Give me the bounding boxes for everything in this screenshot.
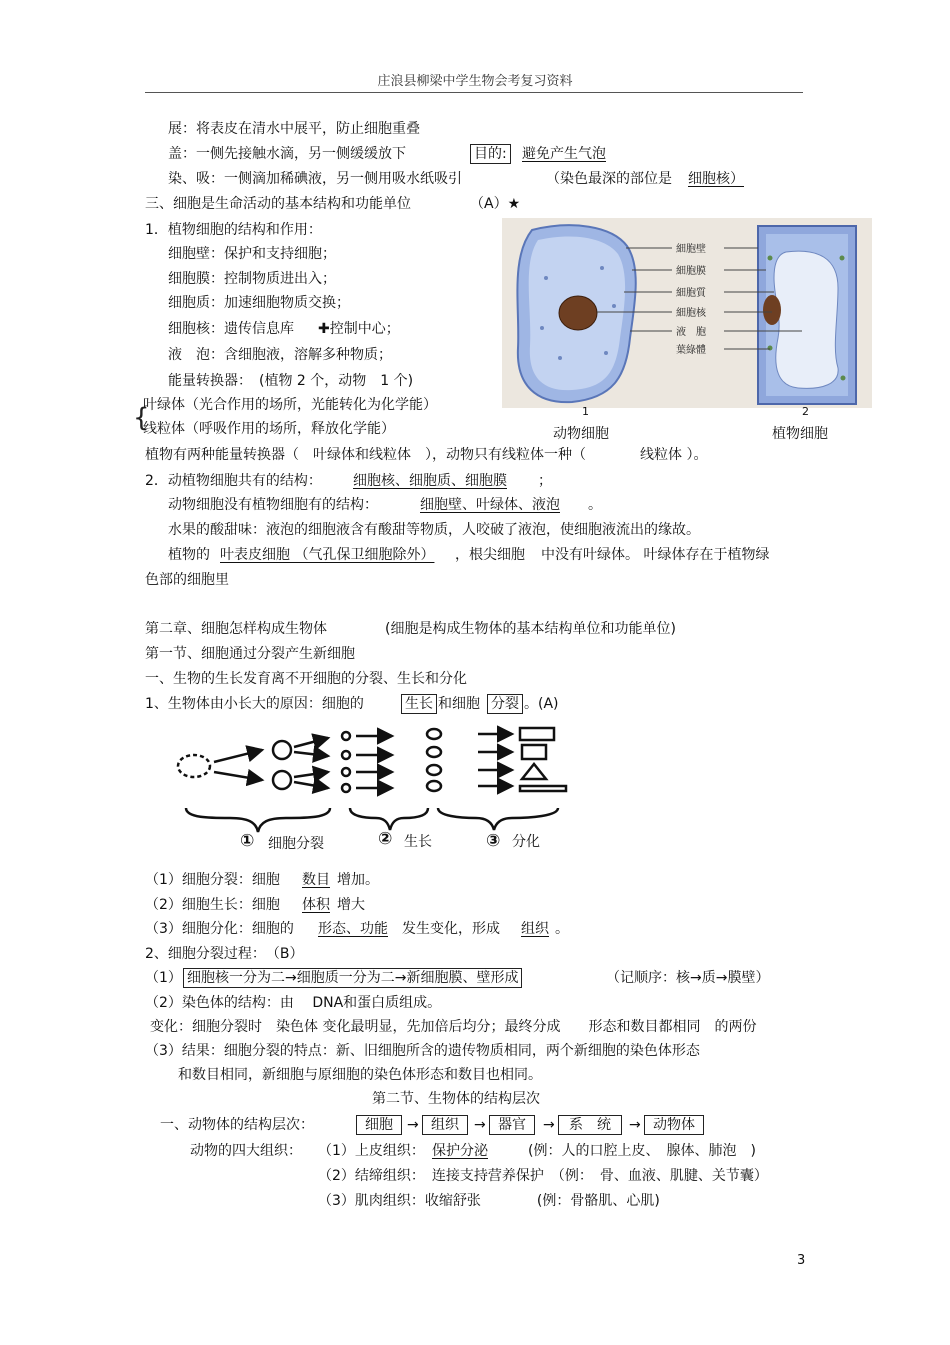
level-arrow-icon: → xyxy=(407,1117,419,1133)
purpose-box: 目的: xyxy=(470,144,511,164)
step-number-3: ③ xyxy=(486,831,501,851)
leaf-line-e: 色部的细胞里 xyxy=(145,572,229,588)
leaf-line-a: 植物的 xyxy=(168,547,210,563)
chloroplast-dot xyxy=(768,346,773,351)
diff-def-c: 发生变化，形成 xyxy=(402,921,500,937)
chloroplast-dot xyxy=(841,376,846,381)
chloroplast-dot xyxy=(768,256,773,261)
four-tissues-heading: 动物的四大组织： xyxy=(190,1143,302,1159)
brace-growth xyxy=(350,808,428,830)
chapter-note: (细胞是构成生物体的基本结构单位和功能单位) xyxy=(385,621,676,637)
division-box: 分裂 xyxy=(487,694,523,714)
organelle-dot xyxy=(612,304,616,308)
figure-label-membrane: 細胞膜 xyxy=(676,266,706,277)
plant-converters-line: 植物有两种能量转换器（ 叶绿体和线粒体 ），动物只有线粒体一种（ xyxy=(145,447,586,463)
chromosome-change: 变化：细胞分裂时 染色体 变化最明显，先加倍后均分；最终分成 形态和数目都相同 的两份 xyxy=(150,1019,757,1035)
grown-cell xyxy=(427,747,441,757)
diff-def-d: 组织 xyxy=(521,921,549,937)
shared-structures-label: 2．动植物细胞共有的结构： xyxy=(145,473,322,489)
chapter-title: 第二章、细胞怎样构成生物体 xyxy=(145,621,327,637)
cell-figure xyxy=(502,218,872,408)
organelle-dot xyxy=(544,276,548,280)
growth-reason-a: 1、生物体由小长大的原因：细胞的 xyxy=(145,696,364,712)
plant-only-answer: 细胞壁、叶绿体、液泡 xyxy=(420,497,560,513)
step-spread: 展：将表皮在清水中展平，防止细胞重叠 xyxy=(168,121,420,137)
growth-intro: 一、生物的生长发育离不开细胞的分裂、生长和分化 xyxy=(145,671,467,687)
level-arrow-icon: → xyxy=(474,1117,486,1133)
small-cell xyxy=(342,768,350,776)
muscle-tissue-line: （3）肌肉组织：收缩舒张 (例：骨骼肌、心肌) xyxy=(318,1193,660,1209)
growth-def-a: （2）细胞生长：细胞 xyxy=(145,897,280,913)
step-number-1: ① xyxy=(240,831,255,851)
diagram-label-differentiation: 分化 xyxy=(512,834,540,850)
diagram-label-growth: 生长 xyxy=(404,834,432,850)
division-def-a: （1）细胞分裂：细胞 xyxy=(145,872,280,888)
step-cover: 盖：一侧先接触水滴，另一侧缓缓放下 xyxy=(168,146,406,162)
split-arrow xyxy=(294,752,328,756)
tissue-bar xyxy=(520,786,566,791)
page-header: 庄浪县柳梁中学生物会考复习资料 xyxy=(377,74,573,89)
level-system: 系 统 xyxy=(558,1115,622,1135)
plant-only-end: 。 xyxy=(588,497,602,513)
leaf-line-c: ，根尖细胞 xyxy=(455,547,525,563)
figure-number-2: 2 xyxy=(802,405,809,418)
cell-wall-line: 细胞壁：保护和支持细胞； xyxy=(168,246,336,262)
chromosome-structure: （2）染色体的结构：由 DNA和蛋白质组成。 xyxy=(145,995,442,1011)
division-def-c: 增加。 xyxy=(337,872,379,888)
figure-label-wall: 細胞壁 xyxy=(676,244,706,255)
chloroplast-dot xyxy=(840,256,845,261)
result-line-2: 和数目相同，新细胞与原细胞的染色体形态和数目也相同。 xyxy=(178,1067,542,1083)
level-tissue: 组织 xyxy=(422,1115,468,1135)
figure-label-chloroplast: 葉綠體 xyxy=(676,345,706,356)
organelle-dot xyxy=(540,326,544,330)
page-number: 3 xyxy=(797,1253,806,1268)
brace-icon: { xyxy=(133,403,150,433)
header-rule xyxy=(145,92,803,93)
division-process-heading: 2、细胞分裂过程： （B） xyxy=(145,946,304,962)
division-def-b: 数目 xyxy=(302,872,330,888)
split-arrow-up xyxy=(214,750,262,762)
connective-tissue-line: （2）结缔组织： 连接支持营养保护 （例： 骨、血液、肌腱、关节囊） xyxy=(318,1168,768,1184)
chloroplast-line: 叶绿体（光合作用的场所，光能转化为化学能） xyxy=(143,397,437,413)
cell-diagram xyxy=(502,218,872,408)
purpose-answer: 避免产生气泡 xyxy=(522,146,606,162)
organelle-dot xyxy=(558,356,562,360)
diff-def-a: （3）细胞分化：细胞的 xyxy=(145,921,294,937)
organelle-dot xyxy=(600,266,604,270)
step-stain: 染、吸：一侧滴加稀碘液，另一侧用吸水纸吸引 xyxy=(168,171,462,187)
leaf-line-d: 中没有叶绿体。 叶绿体存在于植物绿 xyxy=(541,547,770,563)
grown-cell xyxy=(427,729,441,739)
shared-structures-answer: 细胞核、细胞质、细胞膜 xyxy=(353,473,507,489)
figure-label-cytoplasm: 細胞質 xyxy=(676,288,706,299)
brace-differentiation xyxy=(438,808,558,830)
fruit-taste-line: 水果的酸甜味：液泡的细胞液含有酸甜等物质，人咬破了液泡，使细胞液流出的缘故。 xyxy=(168,522,700,538)
figure-label-vacuole: 液 胞 xyxy=(676,327,706,338)
plant-nucleus xyxy=(763,295,781,325)
level-arrow-icon: → xyxy=(543,1117,555,1133)
tissue-rectangle xyxy=(520,728,554,740)
diff-def-e: 。 xyxy=(555,921,569,937)
cytoplasm-line: 细胞质：加速细胞物质交换； xyxy=(168,295,350,311)
animal-nucleus xyxy=(559,296,597,330)
grown-cell xyxy=(427,781,441,791)
levels-heading: 一、动物体的结构层次： xyxy=(160,1117,314,1133)
mitochondria-line: 线粒体（呼吸作用的场所，释放化学能） xyxy=(143,421,395,437)
animal-cell-caption: 动物细胞 xyxy=(553,426,609,442)
tissue-triangle xyxy=(522,764,546,779)
section1-title: 第一节、细胞通过分裂产生新细胞 xyxy=(145,646,355,662)
result-line-1: （3）结果：细胞分裂的特点：新、旧细胞所含的遗传物质相同，两个新细胞的染色体形态 xyxy=(145,1043,700,1059)
tissue-square xyxy=(522,745,546,759)
split-arrow xyxy=(294,738,328,747)
stain-answer: 细胞核） xyxy=(688,171,744,187)
growth-def-b: 体积 xyxy=(302,897,330,913)
small-cell xyxy=(342,784,350,792)
step-number-2: ② xyxy=(378,829,393,849)
cell-membrane-line: 细胞膜：控制物质进出入； xyxy=(168,271,336,287)
grown-cell xyxy=(427,765,441,775)
small-cell xyxy=(342,751,350,759)
growth-reason-e: 。(A) xyxy=(524,696,559,712)
split-arrow xyxy=(294,782,328,788)
process-step-num: （1） xyxy=(145,970,182,986)
stain-note: （染色最深的部位是 xyxy=(546,171,672,187)
plant-cell-caption: 植物细胞 xyxy=(772,426,828,442)
growth-reason-c: 和细胞 xyxy=(438,696,480,712)
growth-box: 生长 xyxy=(401,694,437,714)
daughter-cell xyxy=(273,771,291,789)
epithelial-label: （1）上皮组织： xyxy=(318,1143,425,1159)
process-mnemonic: （记顺序：核→质→膜壁） xyxy=(606,970,770,986)
small-cell xyxy=(342,732,350,740)
level-arrow-icon: → xyxy=(629,1117,641,1133)
split-arrow xyxy=(294,772,328,777)
diff-def-b: 形态、功能 xyxy=(318,921,388,937)
epithelial-examples: (例：人的口腔上皮、 腺体、肺泡 ) xyxy=(528,1143,756,1159)
section-title: 三、细胞是生命活动的基本结构和功能单位 xyxy=(145,196,411,212)
split-arrow-down xyxy=(214,772,262,780)
nucleus-line: 细胞核：遗传信息库 xyxy=(168,321,294,337)
epithelial-function: 保护分泌 xyxy=(432,1143,488,1159)
section2-title: 第二节、生物体的结构层次 xyxy=(372,1091,540,1107)
growth-def-c: 增大 xyxy=(337,897,365,913)
plant-only-label: 动物细胞没有植物细胞有的结构： xyxy=(168,497,378,513)
level-cell: 细胞 xyxy=(356,1115,402,1135)
animal-converter: 线粒体 ）。 xyxy=(640,447,708,463)
figure-number-1: 1 xyxy=(582,405,589,418)
vacuole-line: 液 泡：含细胞液，溶解多种物质； xyxy=(168,347,392,363)
level-organ: 器官 xyxy=(489,1115,535,1135)
daughter-cell xyxy=(273,741,291,759)
plant-vacuole xyxy=(774,251,838,388)
leaf-line-b: 叶表皮细胞 （气孔保卫细胞除外） xyxy=(220,547,435,563)
process-sequence-box: 细胞核一分为二→细胞质一分为二→新细胞膜、壁形成 xyxy=(183,968,522,988)
figure-label-nucleus: 細胞核 xyxy=(676,308,706,319)
section-rank: （A）★ xyxy=(470,196,521,212)
nucleus-control: ✚控制中心； xyxy=(318,321,400,337)
shared-structures-end: ； xyxy=(538,473,552,489)
organelle-dot xyxy=(604,351,608,355)
mother-cell xyxy=(178,755,210,777)
energy-converter-line: 能量转换器： (植物 2 个，动物 1 个) xyxy=(168,373,414,389)
diagram-label-division: 细胞分裂 xyxy=(268,836,324,852)
level-animal: 动物体 xyxy=(644,1115,704,1135)
brace-division xyxy=(186,808,330,832)
plant-structure-heading: 1．植物细胞的结构和作用： xyxy=(145,222,322,238)
